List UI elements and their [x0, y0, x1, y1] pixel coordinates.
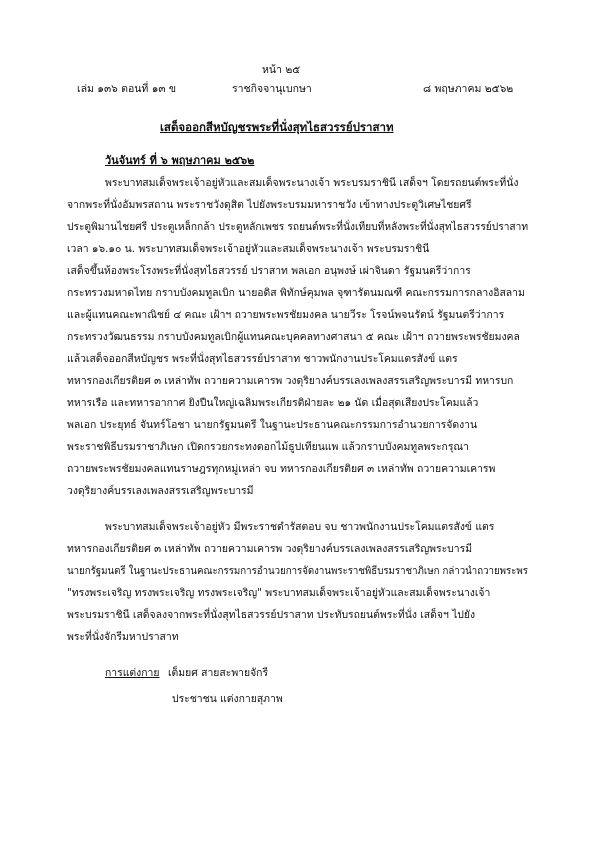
paragraph-line: ทหารกองเกียรติยศ ๓ เหล่าทัพ ถวายความเคารพ วงดุริยางค์บรรเลงเพลงสรรเสริญพระบารมี ทหารบก: [67, 375, 514, 387]
paragraph-line: พระบาทสมเด็จพระเจ้าอยู่หัวและสมเด็จพระนางเจ้า พระบรมราชินี เสด็จฯ โดยรถยนต์พระที่นั่ง: [105, 177, 519, 189]
paragraph-line: กระทรวงวัฒนธรรม กราบบังคมทูลเบิกผู้แทนคณะบุคคลทางศาสนา ๕ คณะ เฝ้าฯ ถวายพระพรชัยมงคล: [67, 331, 520, 343]
paragraph-line: ทหารกองเกียรติยศ ๓ เหล่าทัพ ถวายความเคารพ วงดุริยางค์บรรเลงเพลงสรรเสริญพระบารมี: [67, 543, 473, 555]
paragraph-line: ประตูพิมานไชยศรี ประตูเหล็กกล้า ประตูหลักเพชร รถยนต์พระที่นั่งเทียบที่หลังพระที่นั่งสุทไธสวรรย์ปราสาท: [67, 221, 529, 233]
paragraph-line: แล้วเสด็จออกสีหบัญชร พระที่นั่งสุทไธสวรรย์ปราสาท ชาวพนักงานประโคมแตรสังข์ แตร: [67, 353, 458, 365]
paragraph-line: เสด็จขึ้นห้องพระโรงพระที่นั่งสุทไธสวรรย์ ปราสาท พลเอก อนุพงษ์ เผ่าจินดา รัฐมนตรีว่าการ: [67, 265, 471, 277]
paragraph-line: พระบรมราชินี เสด็จลงจากพระที่นั่งสุทไธสวรรย์ปราสาท ประทับรถยนต์พระที่นั่ง เสด็จฯ ไปยัง: [67, 609, 476, 621]
volume-info: เล่ม ๑๓๖ ตอนที่ ๑๓ ข: [77, 83, 177, 95]
paragraph-line: เวลา ๑๖.๑๐ น. พระบาทสมเด็จพระเจ้าอยู่หัวและสมเด็จพระนางเจ้า พระบรมราชินี: [67, 243, 430, 255]
paragraph-line: จากพระที่นั่งอัมพรสถาน พระราชวังดุสิต ไปยังพระบรมมหาราชวัง เข้าทางประตูวิเศษไชยศรี: [67, 199, 472, 211]
paragraph-line: พระที่นั่งจักรีมหาปราสาท: [67, 631, 179, 643]
paragraph-line: ถวายพระพรชัยมงคลแทนราษฎรทุกหมู่เหล่า จบ ทหารกองเกียรติยศ ๓ เหล่าทัพ ถวายความเคารพ: [67, 463, 496, 475]
paragraph-line: ทหารเรือ และทหารอากาศ ยิงปืนใหญ่เฉลิมพระเกียรติฝ่ายละ ๒๑ นัด เมื่อสุดเสียงประโคมแล้ว: [67, 397, 479, 409]
paragraph-line: พระบาทสมเด็จพระเจ้าอยู่หัว มีพระราชดำรัสตอบ จบ ชาวพนักงานประโคมแตรสังข์ แตร: [105, 521, 495, 533]
dress-code-label: การแต่งกาย: [105, 667, 160, 679]
paragraph-line: พระราชพิธีบรมราชาภิเษก เปิดกรวยกระทงดอกไม้ธูปเทียนแพ แล้วกราบบังคมทูลพระกรุณา: [67, 441, 469, 453]
paragraph-line: "ทรงพระเจริญ ทรงพระเจริญ ทรงพระเจริญ" พระบาทสมเด็จพระเจ้าอยู่หัวและสมเด็จพระนางเจ้า: [67, 587, 491, 599]
document-title: เสด็จออกสีหบัญชรพระที่นั่งสุทไธสวรรย์ปราสาท: [160, 120, 394, 134]
paragraph-line: นายกรัฐมนตรี ในฐานะประธานคณะกรรมการอำนวยการจัดงานพระราชพิธีบรมราชาภิเษก กล่าวนำถวายพระพร: [67, 565, 528, 577]
paragraph-line: และผู้แทนคณะพาณิชย์ ๔ คณะ เฝ้าฯ ถวายพระพรชัยมงคล นายวีระ โรจน์พจนรัตน์ รัฐมนตรีว่าการ: [67, 309, 505, 321]
date-line: วันจันทร์ ที่ ๖ พฤษภาคม ๒๕๖๒: [105, 154, 255, 167]
page-number: หน้า ๒๕: [262, 64, 301, 76]
paragraph-line: กระทรวงมหาดไทย กราบบังคมทูลเบิก นายอดิส พิทักษ์คุมพล จุฑารัตนมณฑี คณะกรรมการกลางอิสลาม: [67, 287, 525, 299]
publication-date: ๘ พฤษภาคม ๒๕๖๒: [423, 83, 514, 95]
paragraph-line: วงดุริยางค์บรรเลงเพลงสรรเสริญพระบารมี: [67, 485, 254, 497]
publication-name: ราชกิจจานุเบกษา: [232, 83, 312, 95]
dress-code-value: เต็มยศ สายสะพายจักรี: [168, 667, 269, 679]
paragraph-line: พลเอก ประยุทธ์ จันทร์โอชา นายกรัฐมนตรี ในฐานะประธานคณะกรรมการอำนวยการจัดงาน: [67, 419, 478, 431]
public-dress-note: ประชาชน แต่งกายสุภาพ: [172, 693, 283, 705]
